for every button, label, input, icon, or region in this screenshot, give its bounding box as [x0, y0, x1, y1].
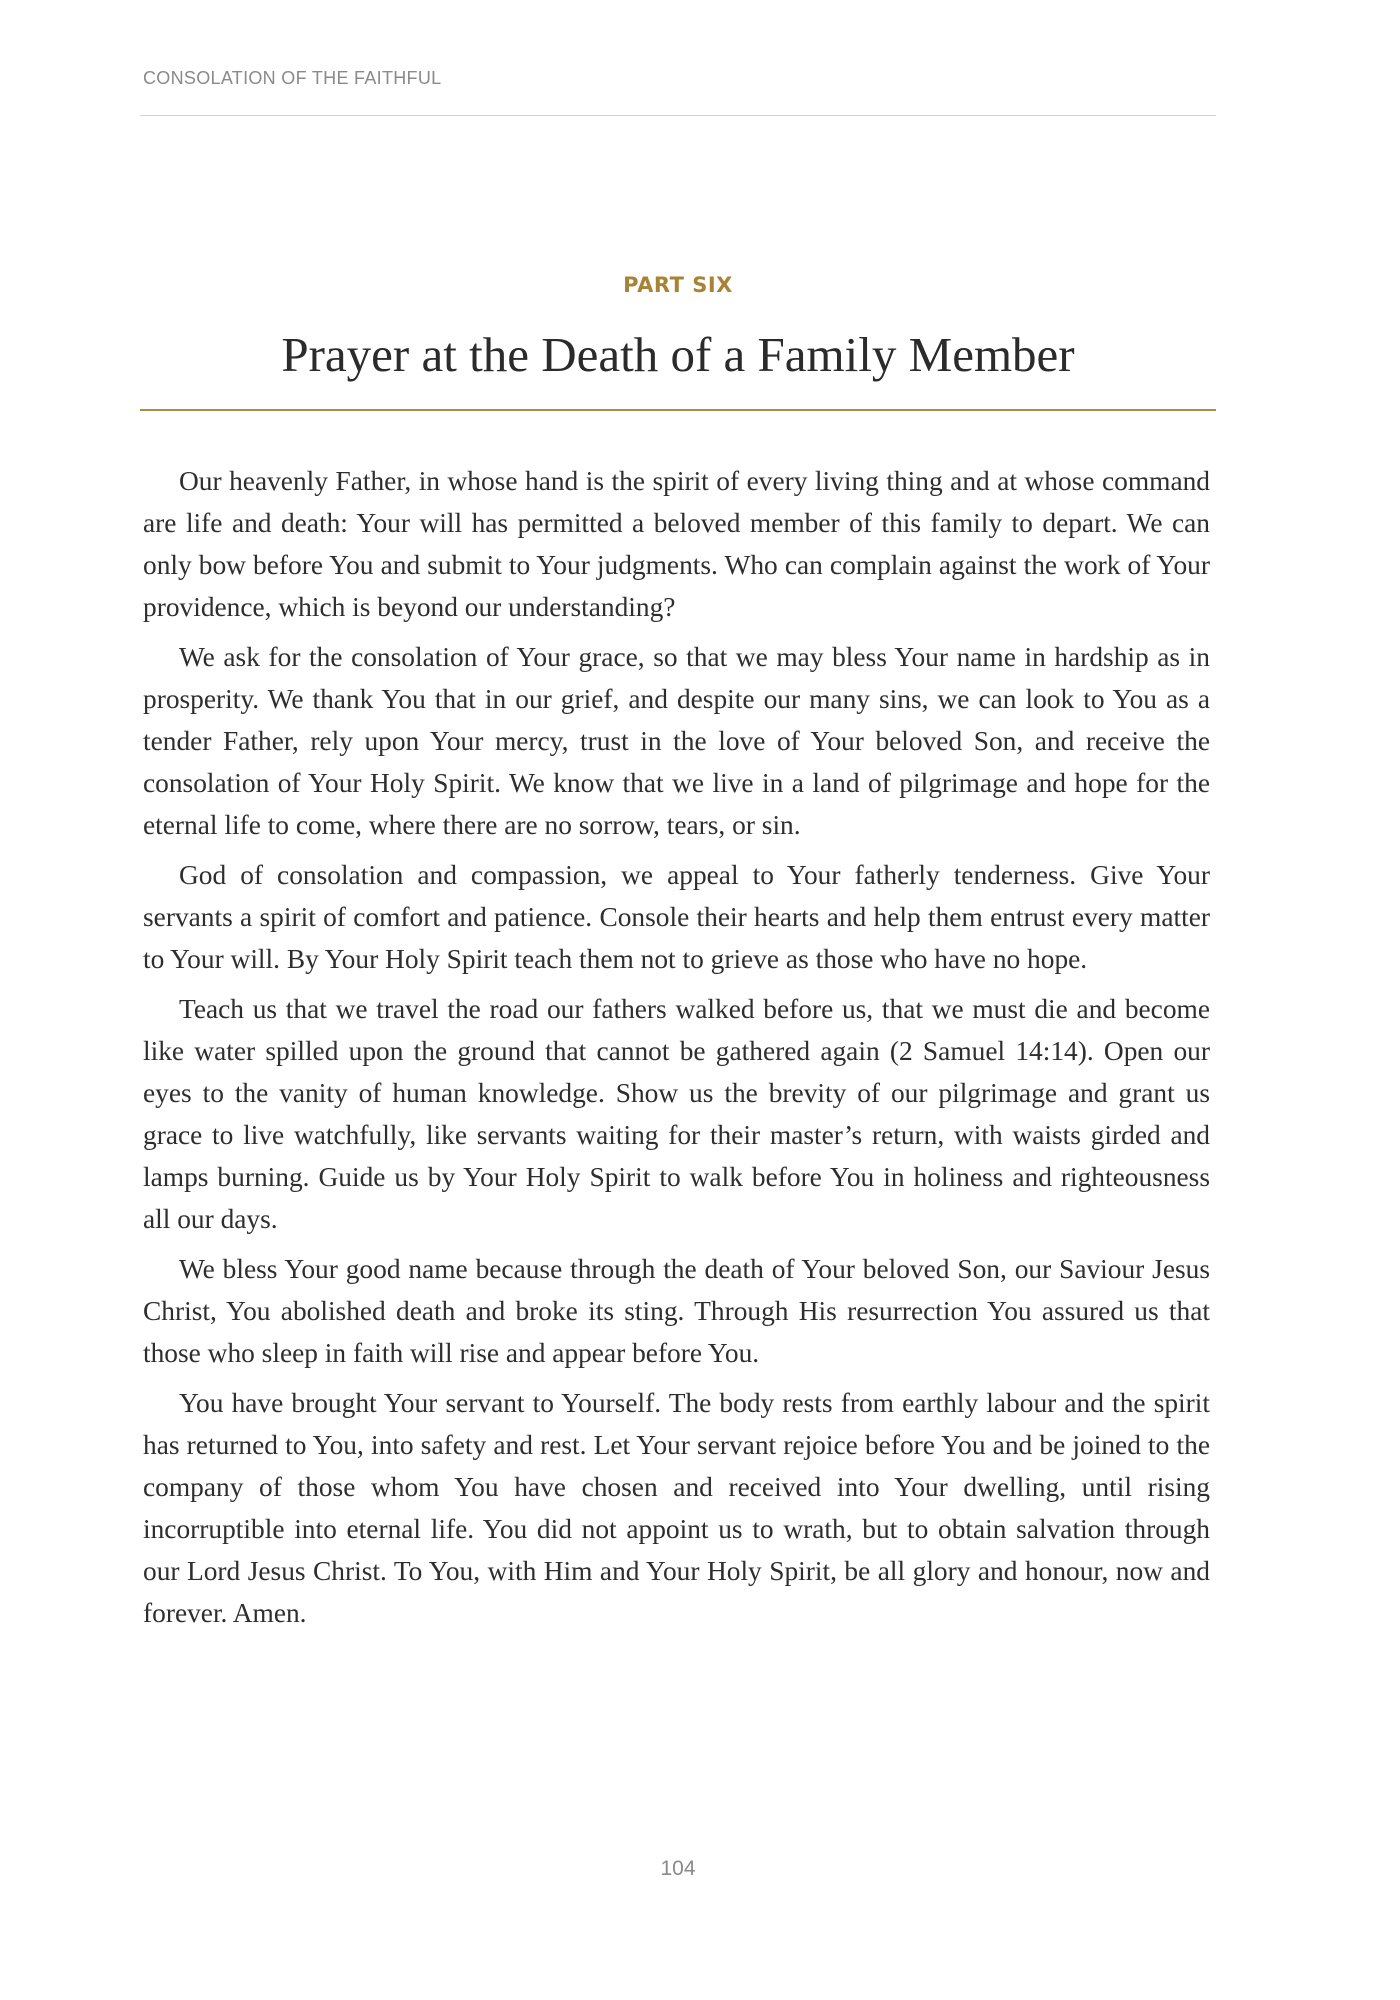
- paragraph: Teach us that we travel the road our fathers walked before us, that we must die and become like water spilled upon the ground that cannot be gathered again (2 Samuel 14:14). Open our eyes to the vanity of human knowledge. Show us the brevity of our pilgrimage and grant us grace to live watchfully, like servants waiting for their master’s return, with waists girded and lamps burning. Guide us by Your Holy Spirit to walk before You in holiness and righteousness all our days.: [143, 994, 1210, 1234]
- header-divider: [140, 115, 1216, 116]
- prayer-body: [143, 460, 1210, 1642]
- title-divider: [140, 409, 1216, 411]
- paragraph: Our heavenly Father, in whose hand is the spirit of every living thing and at whose command are life and death: Your will has permitted a beloved member of this family to depart. We can only bow before You and submit to Your judgments. Who can complain against the work of Your providence, which is beyond our understanding?: [143, 466, 1210, 622]
- paragraph: God of consolation and compassion, we appeal to Your fatherly tenderness. Give Your servants a spirit of comfort and patience. Console their hearts and help them entrust every matter to Your will. By Your Holy Spirit teach them not to grieve as those who have no hope.: [143, 860, 1210, 974]
- paragraph: We bless Your good name because through the death of Your beloved Son, our Saviour Jesus Christ, You abolished death and broke its sting. Through His resurrection You assured us that those who sleep in faith will rise and appear before You.: [143, 1254, 1210, 1368]
- chapter-title: Prayer at the Death of a Family Member: [281, 327, 1075, 382]
- part-label: PART SIX: [623, 273, 733, 297]
- paragraph: You have brought Your servant to Yourself. The body rests from earthly labour and the spirit has returned to You, into safety and rest. Let Your servant rejoice before You and be joined to the company of those whom You have chosen and received into Your dwelling, until rising incorruptible into eternal life. You did not appoint us to wrath, but to obtain salvation through our Lord Jesus Christ. To You, with Him and Your Holy Spirit, be all glory and honour, now and forever. Amen.: [143, 1388, 1210, 1628]
- running-header: CONSOLATION OF THE FAITHFUL: [143, 68, 442, 88]
- page-number: 104: [660, 1857, 696, 1880]
- paragraph: We ask for the consolation of Your grace, so that we may bless Your name in hardship as in prosperity. We thank You that in our grief, and despite our many sins, we can look to You as a tender Father, rely upon Your mercy, trust in the love of Your beloved Son, and receive the consolation of Your Holy Spirit. We know that we live in a land of pilgrimage and hope for the eternal life to come, where there are no sorrow, tears, or sin.: [143, 642, 1210, 840]
